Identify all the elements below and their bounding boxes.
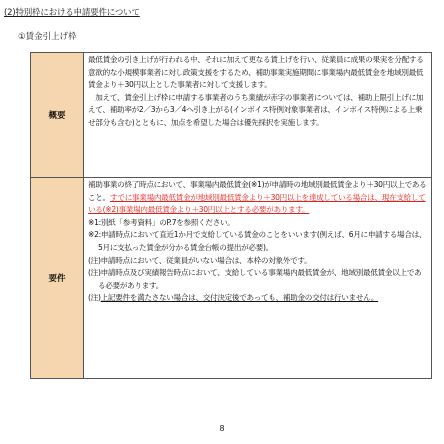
requirements-label: 要件 [31,178,84,379]
section-title: (2)特別枠における申請要件について [4,8,140,18]
requirements-row [31,178,432,379]
note-4: (注)申請時点及び実績報告時点において、支給している事業場内最低賃金が、地域別最低賃金以上である必要があります。 [88,268,422,290]
subsection-title: ①賃金引上げ枠 [18,32,77,42]
note-5-underlined: 上記要件を満たさない場合は、交付決定後であっても、補助金の交付は行いません。 [100,293,379,303]
note-5-prefix: (注) [88,293,101,303]
overview-cell [84,53,432,178]
note-5 [88,292,428,305]
requirements-paragraph-1 [88,179,428,217]
requirements-main-text: 補助事業の終了時点において、事業場内最低賃金(※1)が申請時の地域別最低賃金より＋30円以上であること。 [88,180,427,202]
requirements-red-text: すでに事業場内最低賃金が地域別最低賃金より＋30円以上を達成している場合は、現在支給している(※2)事業場内最低賃金より＋30円以上とする必要があります。 [88,192,426,215]
overview-label: 概要 [31,53,84,178]
note-1: ※1:別紙「参考資料」のP.7を参照ください。 [88,217,235,227]
note-2: ※2:申請時点において直近1か月で支給している賃金のことをいいます(例えば、6月に申請する場合は、5月に支払った賃金が分かる賃金台帳の提出が必要)。 [88,230,427,252]
page-number: 8 [219,424,225,433]
overview-paragraph-2 [88,92,428,130]
note-3: (注)申請時点において、従業員がいない場合は、本枠の対象外です。 [88,255,312,265]
overview-row [31,53,432,178]
overview-paragraph-1: 最低賃金の引き上げが行われる中、それに加えて更なる賃上げを行い、従業員に成果の果実を分配する意欲的な小規模事業者に対し政策支援をするため、補助事業実施期間に事業場内最低賃金を地域別最低賃金より＋30円以上とした事業者に対して支援します。 [88,55,424,90]
requirements-cell [84,178,432,379]
requirements-table [30,52,432,379]
overview-paragraph-2-text: 加えて、賃金引上げ枠に申請する事業者のうち業績が赤字の事業者については、補助上限引上げに加えて、補助率が2／3から3／4へ引き上がる(インボイス特例対象事業者は、インボイス特例による上乗せ部分も含む)とともに、加点を希望した場合は優先採択を実施します。 [88,92,424,127]
